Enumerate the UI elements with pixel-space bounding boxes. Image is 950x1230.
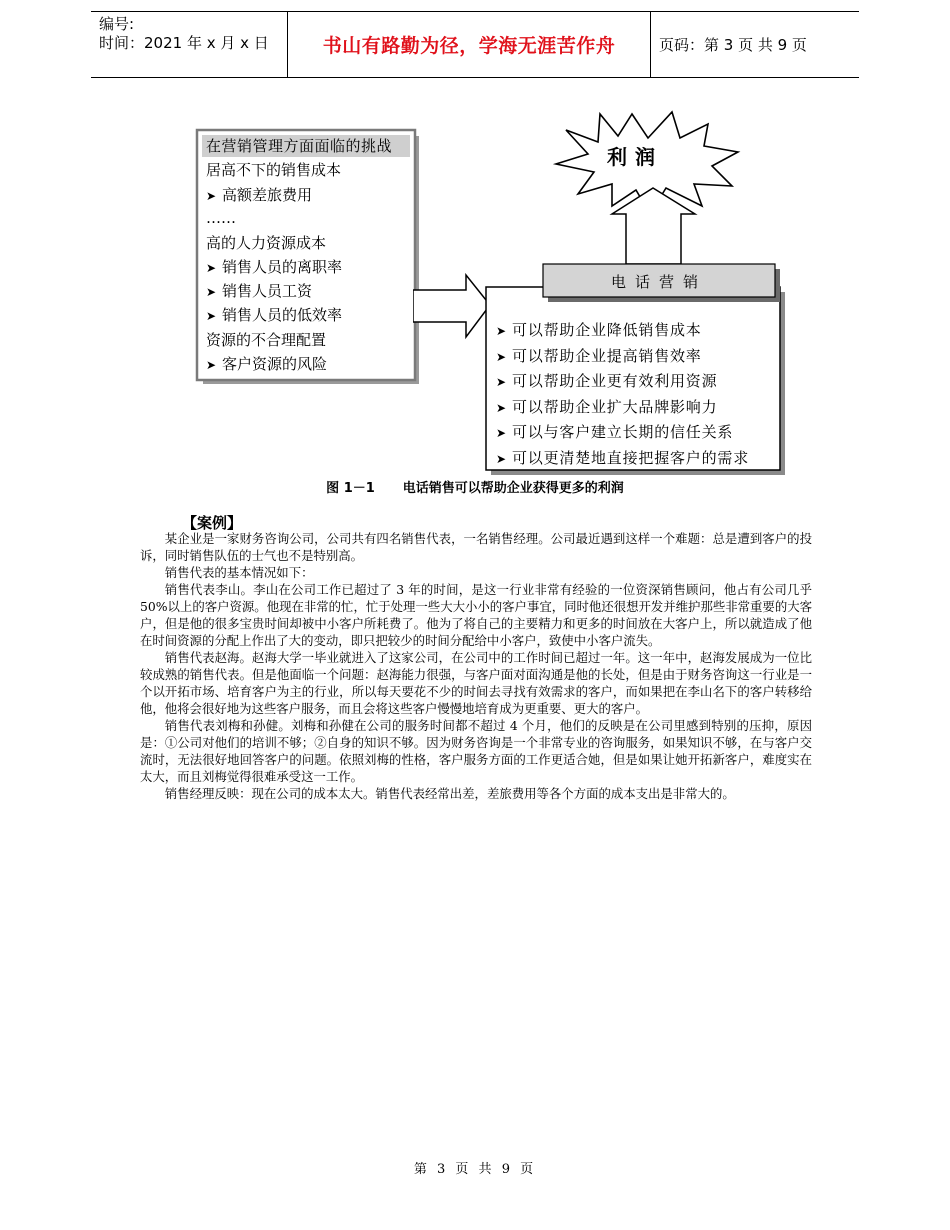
bullet-arrow-icon: ➤ — [496, 324, 507, 338]
case-paragraph: 销售代表的基本情况如下： — [164, 565, 314, 580]
right-arrow — [413, 275, 490, 337]
challenge-line: ➤ 销售人员的离职率 — [206, 258, 343, 276]
case-paragraph: 销售代表刘梅和孙健。刘梅和孙健在公司的服务时间都不超过 4 个月，他们的反映是在公司里感到特别的压抑，原因是：①公司对他们的培训不够；②自身的知识不够。因为财务咨询是一个非常专业的咨询服务，如果知识不够，在与客户交流时，无法很好地回答客户的问题。依照刘梅的性格，客户服务方面的工作更适合她，但是如果让她开拓新客户，难度实在太大，而且刘梅觉得很难承受这一工作。 — [140, 718, 812, 784]
benefit-item: ➤ 可以更清楚地直接把握客户的需求 — [496, 446, 749, 472]
case-paragraph: 销售经理反映：现在公司的成本太大。销售代表经常出差，差旅费用等各个方面的成本支出是非常大的。 — [164, 786, 735, 801]
bullet-arrow-icon: ➤ — [206, 285, 217, 299]
bullet-arrow-icon: ➤ — [496, 451, 507, 466]
case-body — [140, 530, 812, 802]
up-arrow — [612, 188, 695, 264]
benefit-item: ➤ 可以帮助企业更有效利用资源 — [496, 369, 749, 395]
page-footer: 第 3 页 共 9 页 — [413, 1162, 537, 1177]
bullet-arrow-icon: ➤ — [496, 400, 507, 415]
serial-label: 编号: — [99, 15, 135, 33]
caption-text: 电话销售可以帮助企业获得更多的利润 — [402, 481, 624, 496]
bullet-arrow-icon: ➤ — [206, 189, 217, 203]
challenge-line: …… — [206, 209, 236, 227]
bullet-arrow-icon: ➤ — [496, 375, 507, 389]
challenge-line: 居高不下的销售成本 — [206, 161, 342, 179]
challenge-line: 高的人力资源成本 — [206, 234, 327, 252]
challenge-line: ➤ 销售人员工资 — [206, 282, 313, 300]
header-page-info: 页码：第 3 页 共 9 页 — [659, 36, 807, 54]
caption-number: 图 1－1 — [326, 481, 375, 496]
benefit-item: ➤ 可以帮助企业提高销售效率 — [496, 344, 749, 370]
challenges-box — [199, 132, 413, 378]
challenges-title: 在营销管理方面面临的挑战 — [202, 135, 410, 157]
figure-graphics — [0, 0, 950, 500]
benefits-list — [496, 318, 749, 471]
figure-caption — [0, 477, 950, 496]
header-motto: 书山有路勤为径，学海无涯苦作舟 — [322, 35, 616, 57]
challenge-line: 资源的不合理配置 — [206, 331, 327, 349]
challenge-line: ➤ 高额差旅费用 — [206, 186, 313, 204]
bullet-arrow-icon: ➤ — [496, 426, 507, 440]
case-paragraph: 某企业是一家财务咨询公司，公司共有四名销售代表，一名销售经理。公司最近遇到这样一个难题：总是遭到客户的投诉，同时销售队伍的士气也不是特别高。 — [140, 531, 812, 563]
benefit-item: ➤ 可以帮助企业扩大品牌影响力 — [496, 395, 749, 421]
bullet-arrow-icon: ➤ — [206, 358, 217, 372]
challenge-line: ➤ 客户资源的风险 — [206, 355, 328, 373]
bullet-arrow-icon: ➤ — [206, 261, 217, 275]
case-paragraph: 销售代表李山。李山在公司工作已超过了 3 年的时间，是这一行业非常有经验的一位资深销售顾问，他占有公司几乎 50%以上的客户资源。他现在非常的忙，忙于处理一些大大小小的客户事宜，同时他还很想开发并维护那些非常重要的大客户，但是他的很多宝贵时间却被中小客户所耗费了。他为了将自己的主要精力和更多的时间放在大客户上，所以就造成了他在时间资源的分配上作出了大的变动，即只把较少的时间分配给中小客户，致使中小客户流失。 — [140, 582, 812, 648]
case-paragraph: 销售代表赵海。赵海大学一毕业就进入了这家公司，在公司中的工作时间已超过一年。这一年中，赵海发展成为一位比较成熟的销售代表。但是他面临一个问题：赵海能力很强，与客户面对面沟通是他的长处，但是由于财务咨询这一行业是一个以开拓市场、培育客户为主的行业，所以每天要花不少的时间去寻找有效需求的客户，而如果把在李山名下的客户转移给他，他将会很好地为这些客户服务，而且会将这些客户慢慢地培育成为更重要、更大的客户。 — [140, 650, 812, 716]
case-title: 【案例】 — [182, 514, 243, 532]
bullet-arrow-icon: ➤ — [206, 309, 217, 323]
telemarketing-label: 电话营销 — [610, 272, 707, 291]
bullet-arrow-icon: ➤ — [496, 349, 507, 364]
profit-label: 利润 — [607, 144, 663, 169]
benefit-item: ➤ 可以帮助企业降低销售成本 — [496, 318, 749, 344]
time-label: 时间：2021 年 x 月 x 日 — [99, 34, 269, 52]
challenge-line: ➤ 销售人员的低效率 — [206, 306, 343, 324]
benefit-item: ➤ 可以与客户建立长期的信任关系 — [496, 420, 749, 446]
